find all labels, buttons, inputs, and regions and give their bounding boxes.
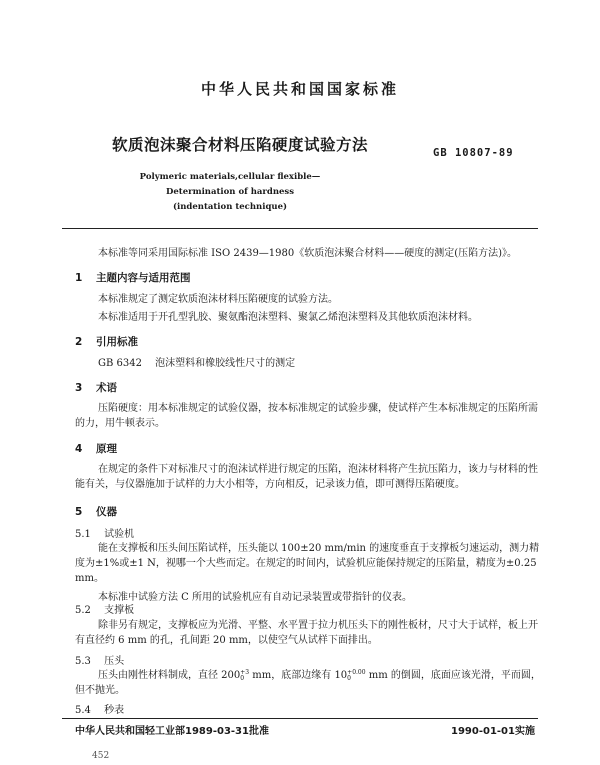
- tolerance-1-lower: 0: [240, 674, 245, 682]
- subsection-5-2-title: 支撑板: [104, 605, 135, 616]
- section-1-number: 1: [75, 272, 83, 284]
- tolerance-1-upper: +3: [240, 668, 250, 676]
- document-title: 软质泡沫聚合材料压陷硬度试验方法: [112, 136, 369, 154]
- subsection-5-3-paragraph: [75, 668, 543, 698]
- subsection-5-3-heading: [75, 655, 124, 668]
- english-title: [0, 170, 460, 215]
- indenter-tolerance-1: [240, 670, 249, 682]
- national-standard-heading: 中华人民共和国国家标准: [200, 80, 399, 98]
- section-1-paragraph-1: 本标准规定了测定软质泡沫材料压陷硬度的试验方法。: [98, 294, 338, 305]
- subsection-5-3-title: 压头: [104, 656, 125, 667]
- english-title-line-2: Determination of hardness: [165, 187, 295, 197]
- reference-title: 泡沫塑料和橡胶线性尺寸的测定: [155, 358, 296, 369]
- section-2-number: 2: [75, 336, 83, 348]
- approval-note: 中华人民共和国轻工业部1989-03-31批准: [75, 726, 269, 737]
- section-3-paragraph: 压陷硬度：用本标准规定的试验仪器，按本标准规定的试验步骤，使试样产生本标准规定的压陷所需的力，用牛顿表示。: [75, 403, 538, 429]
- section-4-paragraph: 在规定的条件下对标准尺寸的泡沫试样进行规定的压陷，泡沫材料将产生抗压陷力，该力与材料的性能有关，与仪器施加于试样的力大小相等，方向相反，记录该力值，即可测得压陷硬度。: [75, 464, 538, 490]
- reference-code: GB 6342: [98, 358, 142, 369]
- reference-standard: [98, 357, 295, 370]
- subsection-5-1-number: 5.1: [75, 529, 91, 540]
- indenter-text-a: 压头由刚性材料制成，直径 200: [98, 670, 241, 681]
- subsection-5-2-number: 5.2: [75, 605, 91, 616]
- section-4-title: 原理: [95, 443, 117, 455]
- section-1-heading: [75, 270, 190, 285]
- section-5-number: 5: [75, 506, 83, 518]
- subsection-5-1-title: 试验机: [104, 529, 135, 540]
- section-1-title: 主题内容与适用范围: [95, 272, 191, 284]
- section-2-heading: [75, 334, 138, 349]
- section-2-title: 引用标准: [95, 336, 138, 348]
- footer-divider: [62, 718, 538, 719]
- tolerance-2-lower: 0: [347, 674, 351, 682]
- subsection-5-4-title: 秒表: [104, 705, 125, 716]
- subsection-5-3-number: 5.3: [75, 656, 91, 667]
- intro-paragraph: 本标准等同采用国际标准 ISO 2439—1980《软质泡沫聚合材料——硬度的测定(压陷方法)》。: [98, 248, 518, 259]
- implementation-date: 1990-01-01实施: [451, 726, 535, 737]
- page-number: 452: [92, 751, 110, 761]
- tolerance-2-upper: +0.00: [347, 668, 366, 676]
- indenter-text-c: mm 的倒圆，底面应该光滑，平而圆，但不抛光。: [75, 670, 541, 696]
- section-5-title: 仪器: [95, 506, 117, 518]
- section-3-number: 3: [75, 382, 83, 394]
- subsection-5-4-number: 5.4: [75, 705, 91, 716]
- section-3-title: 术语: [95, 382, 117, 394]
- section-4-number: 4: [75, 443, 83, 455]
- section-1-paragraph-2: 本标准适用于开孔型乳胶、聚氨酯泡沫塑料、聚氯乙烯泡沫塑料及其他软质泡沫材料。: [98, 312, 478, 323]
- subsection-5-1-paragraph-1: 能在支撑板和压头间压陷试样，压头能以 100±20 mm/min 的速度垂直于支撑板匀速运动，测力精度为±1%或±1 N，视哪一个大些而定。在规定的时间内，试验机应能保持规定的压陷量，精度为±0.25 mm。: [75, 543, 540, 584]
- subsection-5-2-heading: [75, 604, 134, 617]
- section-3-heading: [75, 380, 117, 395]
- section-4-heading: [75, 441, 117, 456]
- indenter-tolerance-2: [347, 670, 365, 682]
- subsection-5-2-paragraph: 除非另有规定，支撑板应为光滑、平整、水平置于拉力机压头下的刚性板材，尺寸大于试样，板上开有直径约 6 mm 的孔，孔间距 20 mm，以使空气从试样下面排出。: [75, 620, 538, 646]
- subsection-5-1-paragraph-2: 本标准中试验方法 C 所用的试验机应有自动记录装置或带指针的仪表。: [98, 592, 413, 603]
- indenter-text-b: mm，底部边缘有 10: [249, 670, 348, 681]
- header-divider: [62, 228, 538, 229]
- standard-code: GB 10807-89: [433, 147, 514, 159]
- subsection-5-1-heading: [75, 528, 134, 541]
- subsection-5-4-heading: [75, 704, 124, 717]
- english-title-line-3: (indentation technique): [172, 202, 287, 212]
- english-title-line-1: Polymeric materials,cellular flexible—: [139, 172, 321, 182]
- section-5-heading: [75, 504, 117, 519]
